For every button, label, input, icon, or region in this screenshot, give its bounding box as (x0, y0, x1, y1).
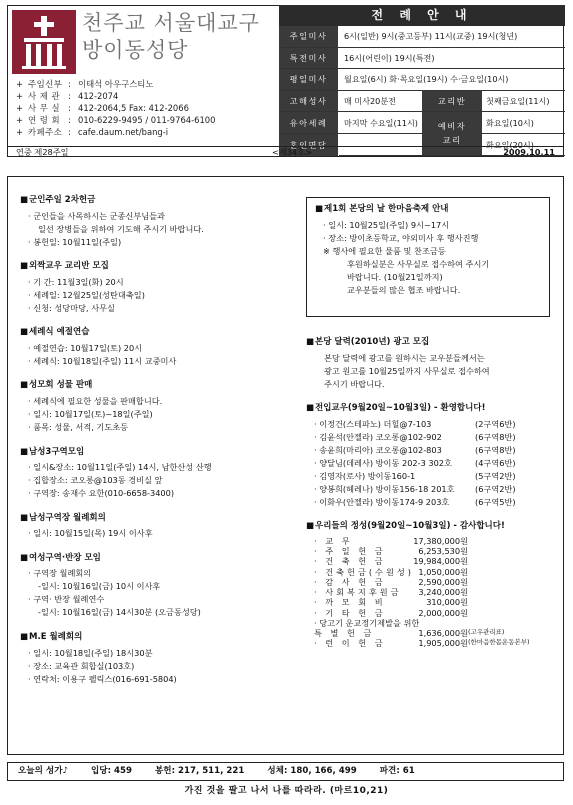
offering-amount: 1,905,000원 (418, 638, 468, 649)
notice-section (306, 337, 558, 391)
section-title-text: 전입교우(9월20일~10월3일) - 환영합니다! (315, 403, 486, 414)
section-title: ■여성구역·반장 모임 (20, 552, 101, 563)
newcomer-name: · 송윤희(마리아) 코오롱@102-803 (314, 444, 442, 455)
info-value: 412-2074 (78, 91, 119, 101)
contact-info (16, 78, 281, 138)
schedule-title: 전 례 안 내 (279, 5, 565, 26)
section-title-text: 남성3구역모임 (29, 446, 85, 457)
offering-row (306, 638, 558, 648)
notice-line: · 예절연습: 10월17일(토) 20시 (28, 342, 143, 353)
notice-line: · 세례일: 12월25일(성탄대축일) (28, 289, 145, 300)
notice-line: · 구역장 월례회의 (28, 568, 92, 579)
section-title: ■전입교우(9월20일~10월3일) - 환영합니다! (306, 403, 486, 414)
offering-note (468, 567, 558, 577)
notice-line: 본당 달력에 광고를 원하시는 교우분들께서는 (324, 352, 485, 363)
liturgical-week: 연중 제28주일 (16, 147, 69, 157)
info-value: 412-2064,5 Fax: 412-2066 (78, 103, 189, 113)
offering-amount: 2,590,000원 (418, 576, 468, 587)
info-key: 카페주소 (28, 127, 63, 137)
schedule-value: 화요일(10시) (482, 112, 565, 134)
offering-note (468, 587, 558, 597)
hymns-label: 오늘의 성가♪ (18, 766, 68, 776)
schedule-value: 마지막 수요일(11시) (344, 117, 418, 128)
left-column (20, 195, 302, 698)
notice-line: 후원하실분은 사무실로 접수하여 주시기 (347, 258, 490, 269)
schedule-row (279, 69, 565, 91)
offering-type: · 기 타 헌 금 (314, 607, 386, 618)
notice-section (20, 327, 302, 368)
newcomer-row (306, 418, 558, 431)
offering-type: · 주 일 헌 금 (314, 546, 386, 557)
section-title: ■본당 달력(2010년) 광고 모집 (306, 337, 430, 347)
offering-note (468, 536, 558, 546)
newcomer-district: (4구역6반) (475, 457, 516, 468)
section-title-text: 남성구역장 월례회의 (29, 512, 106, 523)
gospel-verse: 가진 것을 팔고 나서 나를 따라라. (마르10,21) (184, 786, 389, 796)
issue-bar (8, 146, 563, 158)
newcomer-row (306, 483, 558, 496)
offering-amount: 19,984,000원 (413, 556, 468, 567)
info-value: 이태석 아우구스티노 (78, 79, 154, 89)
newcomer-district: (6구역8반) (475, 444, 516, 455)
notice-line: 주시기 바랍니다. (324, 378, 385, 389)
notice-line: · 일시: 10월15일(목) 19시 이사후 (28, 528, 153, 539)
offerings-list (306, 536, 558, 649)
info-row: + 사 무 실 : 412-2064,5 Fax: 412-2066 (16, 102, 281, 114)
section-title-text: 제1회 본당의 날 한마음축제 안내 (324, 204, 449, 214)
section-title-text: 세례식 예절연습 (29, 327, 90, 338)
newcomer-row (306, 457, 558, 470)
offering-note (468, 577, 558, 587)
section-title-text: M.E 월례회의 (29, 631, 83, 642)
notice-section (20, 261, 302, 315)
notice-line: · 품목: 성물, 서적, 기도초등 (28, 422, 129, 432)
offering-type: · 건축헌금(수원성) (314, 566, 414, 577)
newcomer-row (306, 431, 558, 444)
section-title-text: 군인주일 2차헌금 (29, 195, 96, 205)
cross-building-icon (12, 10, 76, 74)
info-row: + 사 제 관 : 412-2074 (16, 90, 281, 102)
offering-type: · 까 모 회 비 (314, 597, 386, 608)
newcomer-row (306, 470, 558, 483)
offering-amount: 2,000,000원 (418, 607, 468, 618)
church-name-line2: 방이동성당 (82, 38, 189, 62)
notice-line: · 구역장: 송재수 요한(010-6658-3400) (28, 488, 175, 499)
notice-line: · 세례식: 10월18일(주일) 11시 교중미사 (28, 355, 177, 366)
offering-row (306, 597, 558, 607)
section-title: ■남성3구역모임 (20, 446, 85, 457)
offering-type: · 감 사 헌 금 (314, 576, 386, 587)
schedule-row (279, 26, 565, 48)
notice-line: · 군인들을 사목하시는 군종신부님들과 (28, 210, 165, 221)
notices-panel (7, 176, 564, 755)
hymn-recessional: 파견: 61 (379, 766, 415, 776)
notice-line: 바랍니다. (10월21일까지) (347, 271, 443, 282)
newcomer-name: · 양봉희(헤레나) 방이동156-18 201호 (314, 483, 455, 494)
notice-line: · 연락처: 이용구 펠릭스(016-691-5804) (28, 673, 177, 684)
notice-line: · 집합장소: 코오롱@103동 경비실 앞 (28, 475, 163, 486)
notice-line: -일시: 10월16일(금) 14시30분 (오금동성당) (38, 607, 201, 618)
offering-note: (고우관리표) (468, 628, 505, 637)
church-name-line1: 천주교 서울대교구 (82, 11, 260, 35)
section-title: ■외짝교우 교리반 모집 (20, 261, 109, 272)
newcomer-row (306, 444, 558, 457)
offering-row (306, 556, 558, 566)
schedule-label: 주일미사 (279, 26, 339, 47)
offering-note (468, 556, 558, 566)
schedule-label: 혼인면담 (279, 134, 339, 156)
schedule-row (279, 91, 565, 113)
offering-type: · 런 이 헌 금 (314, 638, 386, 649)
cafe-link[interactable]: cafe.daum.net/bang-i (78, 127, 169, 137)
offering-row (306, 608, 558, 618)
notice-line: ※ 행사에 필요한 물품 및 찬조금등 (323, 245, 446, 256)
issue-date: 2009.10.11 (503, 147, 555, 157)
newcomers-section (306, 403, 558, 509)
offering-note (468, 597, 558, 607)
newcomer-district: (2구역6반) (475, 418, 516, 429)
notice-section (20, 380, 302, 434)
notice-section (20, 195, 302, 249)
offering-note (468, 546, 558, 556)
notice-line: · 장소: 방이초등학교, 야외미사 후 행사진행 (323, 232, 479, 243)
info-key: 연 령 회 (28, 115, 61, 125)
notice-section (20, 553, 302, 620)
offering-amount: 1,050,000원 (418, 566, 468, 577)
schedule-value: 6시(일반) 9시(중고등부) 11시(교중) 19시(청년) (344, 31, 518, 42)
offering-type: 특 별 헌 금 (314, 628, 375, 639)
offering-note: (한마음한몸운동본부) (468, 638, 530, 647)
notice-line: 교우분들의 많은 협조 바랍니다. (347, 284, 461, 295)
offering-row (306, 536, 558, 546)
section-title: ■군인주일 2차헌금 (20, 195, 96, 205)
offering-note (468, 608, 558, 618)
schedule-value: 월요일(6시) 화·목요일(19시) 수·금요일(10시) (344, 74, 509, 85)
newcomer-name: · 이화우(안젤라) 방이동174-9 203호 (314, 496, 450, 507)
info-row: + 연 령 회 : 010-6229-9495 / 011-9764-6100 (16, 114, 281, 126)
notice-line: -일시: 10월16일(금) 10시 이사후 (38, 581, 161, 592)
festival-box (306, 197, 550, 317)
hymn-communion: 성체: 180, 166, 499 (267, 766, 357, 776)
notice-line: · 봉헌일: 10월11일(주일) (28, 236, 122, 247)
newcomer-district: (6구역8반) (475, 431, 516, 442)
bulletin-header (7, 5, 564, 157)
section-title-text: 여성구역·반장 모임 (29, 552, 101, 563)
section-title: ■우리들의 정성(9월20일~10월3일) - 감사합니다! (306, 521, 505, 532)
right-column (306, 337, 558, 661)
schedule-value: 16시(어린이) 19시(특전) (344, 52, 435, 63)
newcomer-district: (5구역2반) (475, 470, 516, 481)
issue-number: <제34호> (272, 147, 312, 157)
offering-row (306, 587, 558, 597)
info-row: + 주임신부 : 이태석 아우구스티노 (16, 78, 281, 90)
notice-line: · 세례식에 필요한 성물을 판매합니다. (28, 396, 163, 406)
notice-section (20, 513, 302, 541)
newcomer-district: (6구역5반) (475, 496, 516, 507)
section-title-text: 성모회 성물 판매 (29, 380, 93, 391)
liturgy-schedule (279, 5, 565, 156)
newcomer-row (306, 496, 558, 509)
section-title-text: 본당 달력(2010년) 광고 모집 (315, 337, 430, 347)
section-title: ■M.E 월례회의 (20, 631, 83, 642)
notice-line: · 장소: 교육관 회합실(103호) (28, 660, 135, 671)
info-row: + 카페주소 : cafe.daum.net/bang-i (16, 126, 281, 138)
info-value: 010-6229-9495 / 011-9764-6100 (78, 115, 216, 125)
hymns-bar (7, 762, 564, 781)
schedule-row (279, 112, 422, 134)
notice-section (20, 632, 302, 686)
schedule-label: 교리반 (422, 91, 482, 112)
notice-line: · 일시: 10월18일(주일) 18시30분 (28, 647, 153, 658)
notice-line: · 일시: 10월25일(주일) 9시~17시 (323, 219, 450, 230)
info-key: 사 제 관 (28, 91, 61, 101)
offering-type: · 사회복지후원금 (314, 587, 402, 598)
schedule-label: 평일미사 (279, 69, 339, 90)
schedule-row (279, 48, 565, 70)
schedule-label: 유아세례 (279, 112, 339, 133)
offering-row (306, 546, 558, 556)
notice-line: 광고 원고를 10월25일까지 사무실로 접수하여 (324, 365, 490, 376)
schedule-label: 고해성사 (279, 91, 339, 112)
offering-amount: 3,240,000원 (418, 587, 468, 598)
section-title: ■남성구역장 월례회의 (20, 512, 106, 523)
schedule-value: 화요일(20시) (486, 139, 534, 150)
notice-line: · 일시: 10월17일(토)~18일(주일) (28, 409, 153, 419)
offering-note-line: · 당고기 운교정기제발을 위한 (314, 617, 420, 628)
notice-section (20, 447, 302, 501)
notice-line: · 일시&장소: 10월11일(주일) 14시, 남한산성 산행 (28, 462, 212, 473)
church-name (82, 10, 272, 64)
newcomer-name: · 이정건(스테파노) 더힐@7-103 (314, 418, 432, 429)
offering-row (306, 628, 558, 638)
notice-line: · 신청: 성당마당, 사무실 (28, 302, 115, 313)
hymn-entrance: 입당: 459 (90, 766, 132, 776)
offering-amount: 1,636,000원 (418, 628, 468, 639)
offering-row (306, 567, 558, 577)
newcomer-name: · 김영자(로사) 방이동160-1 (314, 470, 416, 481)
schedule-value: 첫째금요일(11시) (486, 96, 550, 107)
notice-line: · 구역· 반장 월례연수 (28, 594, 105, 605)
section-title: ■세례식 예절연습 (20, 327, 90, 338)
schedule-label: 특전미사 (279, 48, 339, 69)
notice-line: 일선 장병들을 위하여 기도해 주시기 바랍니다. (38, 223, 204, 234)
newcomer-name: · 양달님(데레사) 방이동 202-3 302호 (314, 457, 452, 468)
section-title-text: 외짝교우 교리반 모집 (29, 261, 109, 272)
newcomers-list (306, 418, 558, 509)
section-title: ■제1회 본당의 날 한마음축제 안내 (315, 204, 449, 214)
hymn-offertory: 봉헌: 217, 511, 221 (154, 766, 245, 776)
offering-amount: 6,253,530원 (418, 546, 468, 557)
section-title: ■성모회 성물 판매 (20, 380, 93, 391)
offering-type: · 교 무 (314, 535, 353, 546)
prep-class-label: 예비자 교리 (422, 112, 482, 154)
newcomer-district: (6구역2반) (475, 483, 516, 494)
notice-section (315, 204, 543, 297)
offering-type: · 건 축 헌 금 (314, 556, 386, 567)
newcomer-name: · 김윤석(안젤라) 코오롱@102-902 (314, 431, 442, 442)
schedule-value: 매 미사20분전 (344, 96, 396, 107)
offering-amount: 310,000원 (426, 597, 468, 608)
section-title-text: 우리들의 정성(9월20일~10월3일) - 감사합니다! (315, 521, 505, 532)
offerings-section (306, 521, 558, 648)
info-key: 사 무 실 (28, 103, 61, 113)
notice-line: · 기 간: 11월3일(화) 20시 (28, 276, 124, 287)
offering-amount: 17,380,000원 (413, 535, 468, 546)
church-logo (12, 10, 76, 74)
offering-row (306, 577, 558, 587)
info-key: 주임신부 (28, 79, 63, 89)
